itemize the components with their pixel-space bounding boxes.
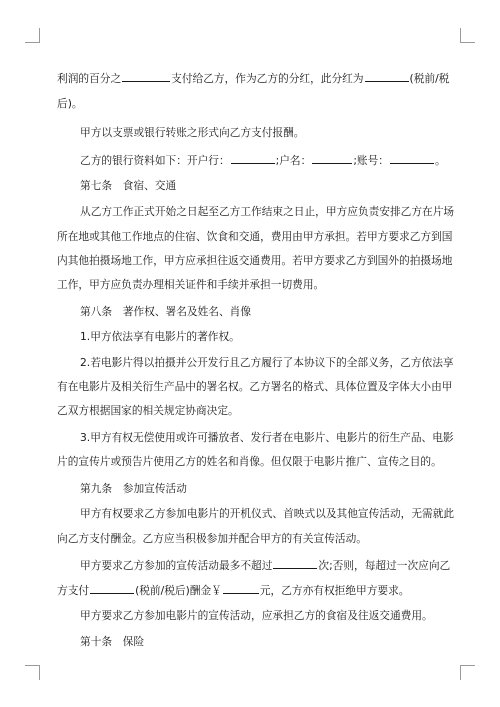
text: 利润的百分之 bbox=[57, 72, 122, 85]
crop-mark-top-left bbox=[25, 28, 40, 43]
article-10-heading bbox=[80, 635, 144, 649]
text: 。 bbox=[434, 154, 446, 167]
text: 乙双方根据国家的相关规定协商决定。 bbox=[57, 404, 239, 417]
text: 片的宣传片或预告片使用乙方的姓名和肖像。但仅限于电影片推广、宣传之目的。 bbox=[57, 455, 442, 468]
paragraph-copyright-2-line-3 bbox=[57, 404, 239, 418]
paragraph-lodging-line-1 bbox=[80, 205, 454, 219]
article-7-heading bbox=[80, 179, 176, 193]
text: ;账号： bbox=[353, 154, 389, 167]
text: 向乙方支付酬金。乙方应当积极参加并配合甲方的有关宣传活动。 bbox=[57, 532, 367, 545]
paragraph-promotion-line-1 bbox=[80, 507, 454, 521]
paragraph-lodging-line-2 bbox=[57, 230, 452, 244]
text: 3.甲方有权无偿使用或许可播放者、发行者在电影片、电影片的衍生产品、电影 bbox=[80, 431, 454, 444]
text: 2.若电影片得以拍摄并公开发行且乙方履行了本协议下的全部义务，乙方依法享 bbox=[80, 356, 454, 369]
blank-bank-name bbox=[231, 153, 275, 164]
paragraph-bank-info bbox=[80, 153, 446, 168]
text: ;户名： bbox=[275, 154, 312, 167]
blank-fee-amount bbox=[223, 583, 259, 594]
crop-mark-bottom-left bbox=[25, 665, 40, 680]
heading-text: 第十条 保险 bbox=[80, 635, 145, 648]
paragraph-profit-share-line-1 bbox=[57, 71, 449, 86]
blank-percentage bbox=[122, 71, 170, 82]
paragraph-copyright-3-line-2 bbox=[57, 455, 442, 469]
paragraph-payment-method bbox=[80, 126, 304, 140]
paragraph-copyright-3-line-1 bbox=[80, 431, 454, 445]
blank-account-number bbox=[390, 153, 434, 164]
paragraph-copyright-2-line-1 bbox=[80, 356, 454, 370]
crop-mark-bottom-right bbox=[460, 665, 475, 680]
blank-max-events bbox=[273, 558, 317, 569]
paragraph-lodging-line-3 bbox=[57, 254, 452, 268]
heading-text: 第七条 食宿、交通 bbox=[80, 179, 177, 192]
paragraph-promotion-expenses bbox=[80, 609, 433, 623]
text: 方支付 bbox=[57, 584, 90, 597]
blank-account-name bbox=[312, 153, 352, 164]
text: 元，乙方亦有权拒绝甲方要求。 bbox=[259, 584, 410, 597]
blank-tax-type bbox=[90, 583, 134, 594]
text: 有在电影片及相关衍生产品中的署名权。乙方署名的格式、具体位置及字体大小由甲 bbox=[57, 380, 453, 393]
text: 所在地或其他工作地点的住宿、饮食和交通，费用由甲方承担。若甲方要求乙方到国 bbox=[57, 230, 453, 243]
text: 内其他拍摄场地工作，甲方应承担往返交通费用。若甲方要求乙方到国外的拍摄场地 bbox=[57, 254, 453, 267]
text: 1.甲方依法享有电影片的著作权。 bbox=[80, 330, 240, 343]
paragraph-copyright-2-line-2 bbox=[57, 380, 452, 394]
blank-dividend-amount bbox=[365, 71, 409, 82]
paragraph-copyright-1 bbox=[80, 330, 240, 344]
text: (税前/税后)酬金￥ bbox=[135, 584, 222, 597]
paragraph-promotion-line-2 bbox=[57, 532, 367, 546]
paragraph-lodging-line-4 bbox=[57, 278, 324, 292]
heading-text: 第八条 著作权、署名及姓名、肖像 bbox=[80, 305, 252, 318]
text: 次;否则，每超过一次应向乙 bbox=[318, 559, 451, 572]
text: (税前/税 bbox=[409, 72, 450, 85]
crop-mark-top-right bbox=[460, 28, 475, 43]
text: 甲方以支票或银行转账之形式向乙方支付报酬。 bbox=[80, 126, 305, 139]
paragraph-profit-share-line-2 bbox=[57, 97, 83, 111]
paragraph-promotion-limit-line-1 bbox=[80, 558, 450, 573]
text: 支付给乙方，作为乙方的分红，此分红为 bbox=[171, 72, 364, 85]
paragraph-promotion-limit-line-2 bbox=[57, 583, 409, 598]
text: 后)。 bbox=[57, 97, 83, 110]
article-9-heading bbox=[80, 482, 187, 496]
text: 甲方要求乙方参加的宣传活动最多不超过 bbox=[80, 559, 273, 572]
heading-text: 第九条 参加宣传活动 bbox=[80, 482, 187, 495]
article-8-heading bbox=[80, 305, 251, 319]
text: 从乙方工作正式开始之日起至乙方工作结束之日止，甲方应负责安排乙方在片场 bbox=[80, 205, 455, 218]
text: 乙方的银行资料如下：开户行： bbox=[80, 154, 230, 167]
text: 甲方要求乙方参加电影片的宣传活动，应承担乙方的食宿及往返交通费用。 bbox=[80, 609, 433, 622]
text: 甲方有权要求乙方参加电影片的开机仪式、首映式以及其他宣传活动，无需就此 bbox=[80, 507, 455, 520]
text: 工作，甲方应负责办理相关证件和手续并承担一切费用。 bbox=[57, 278, 325, 291]
